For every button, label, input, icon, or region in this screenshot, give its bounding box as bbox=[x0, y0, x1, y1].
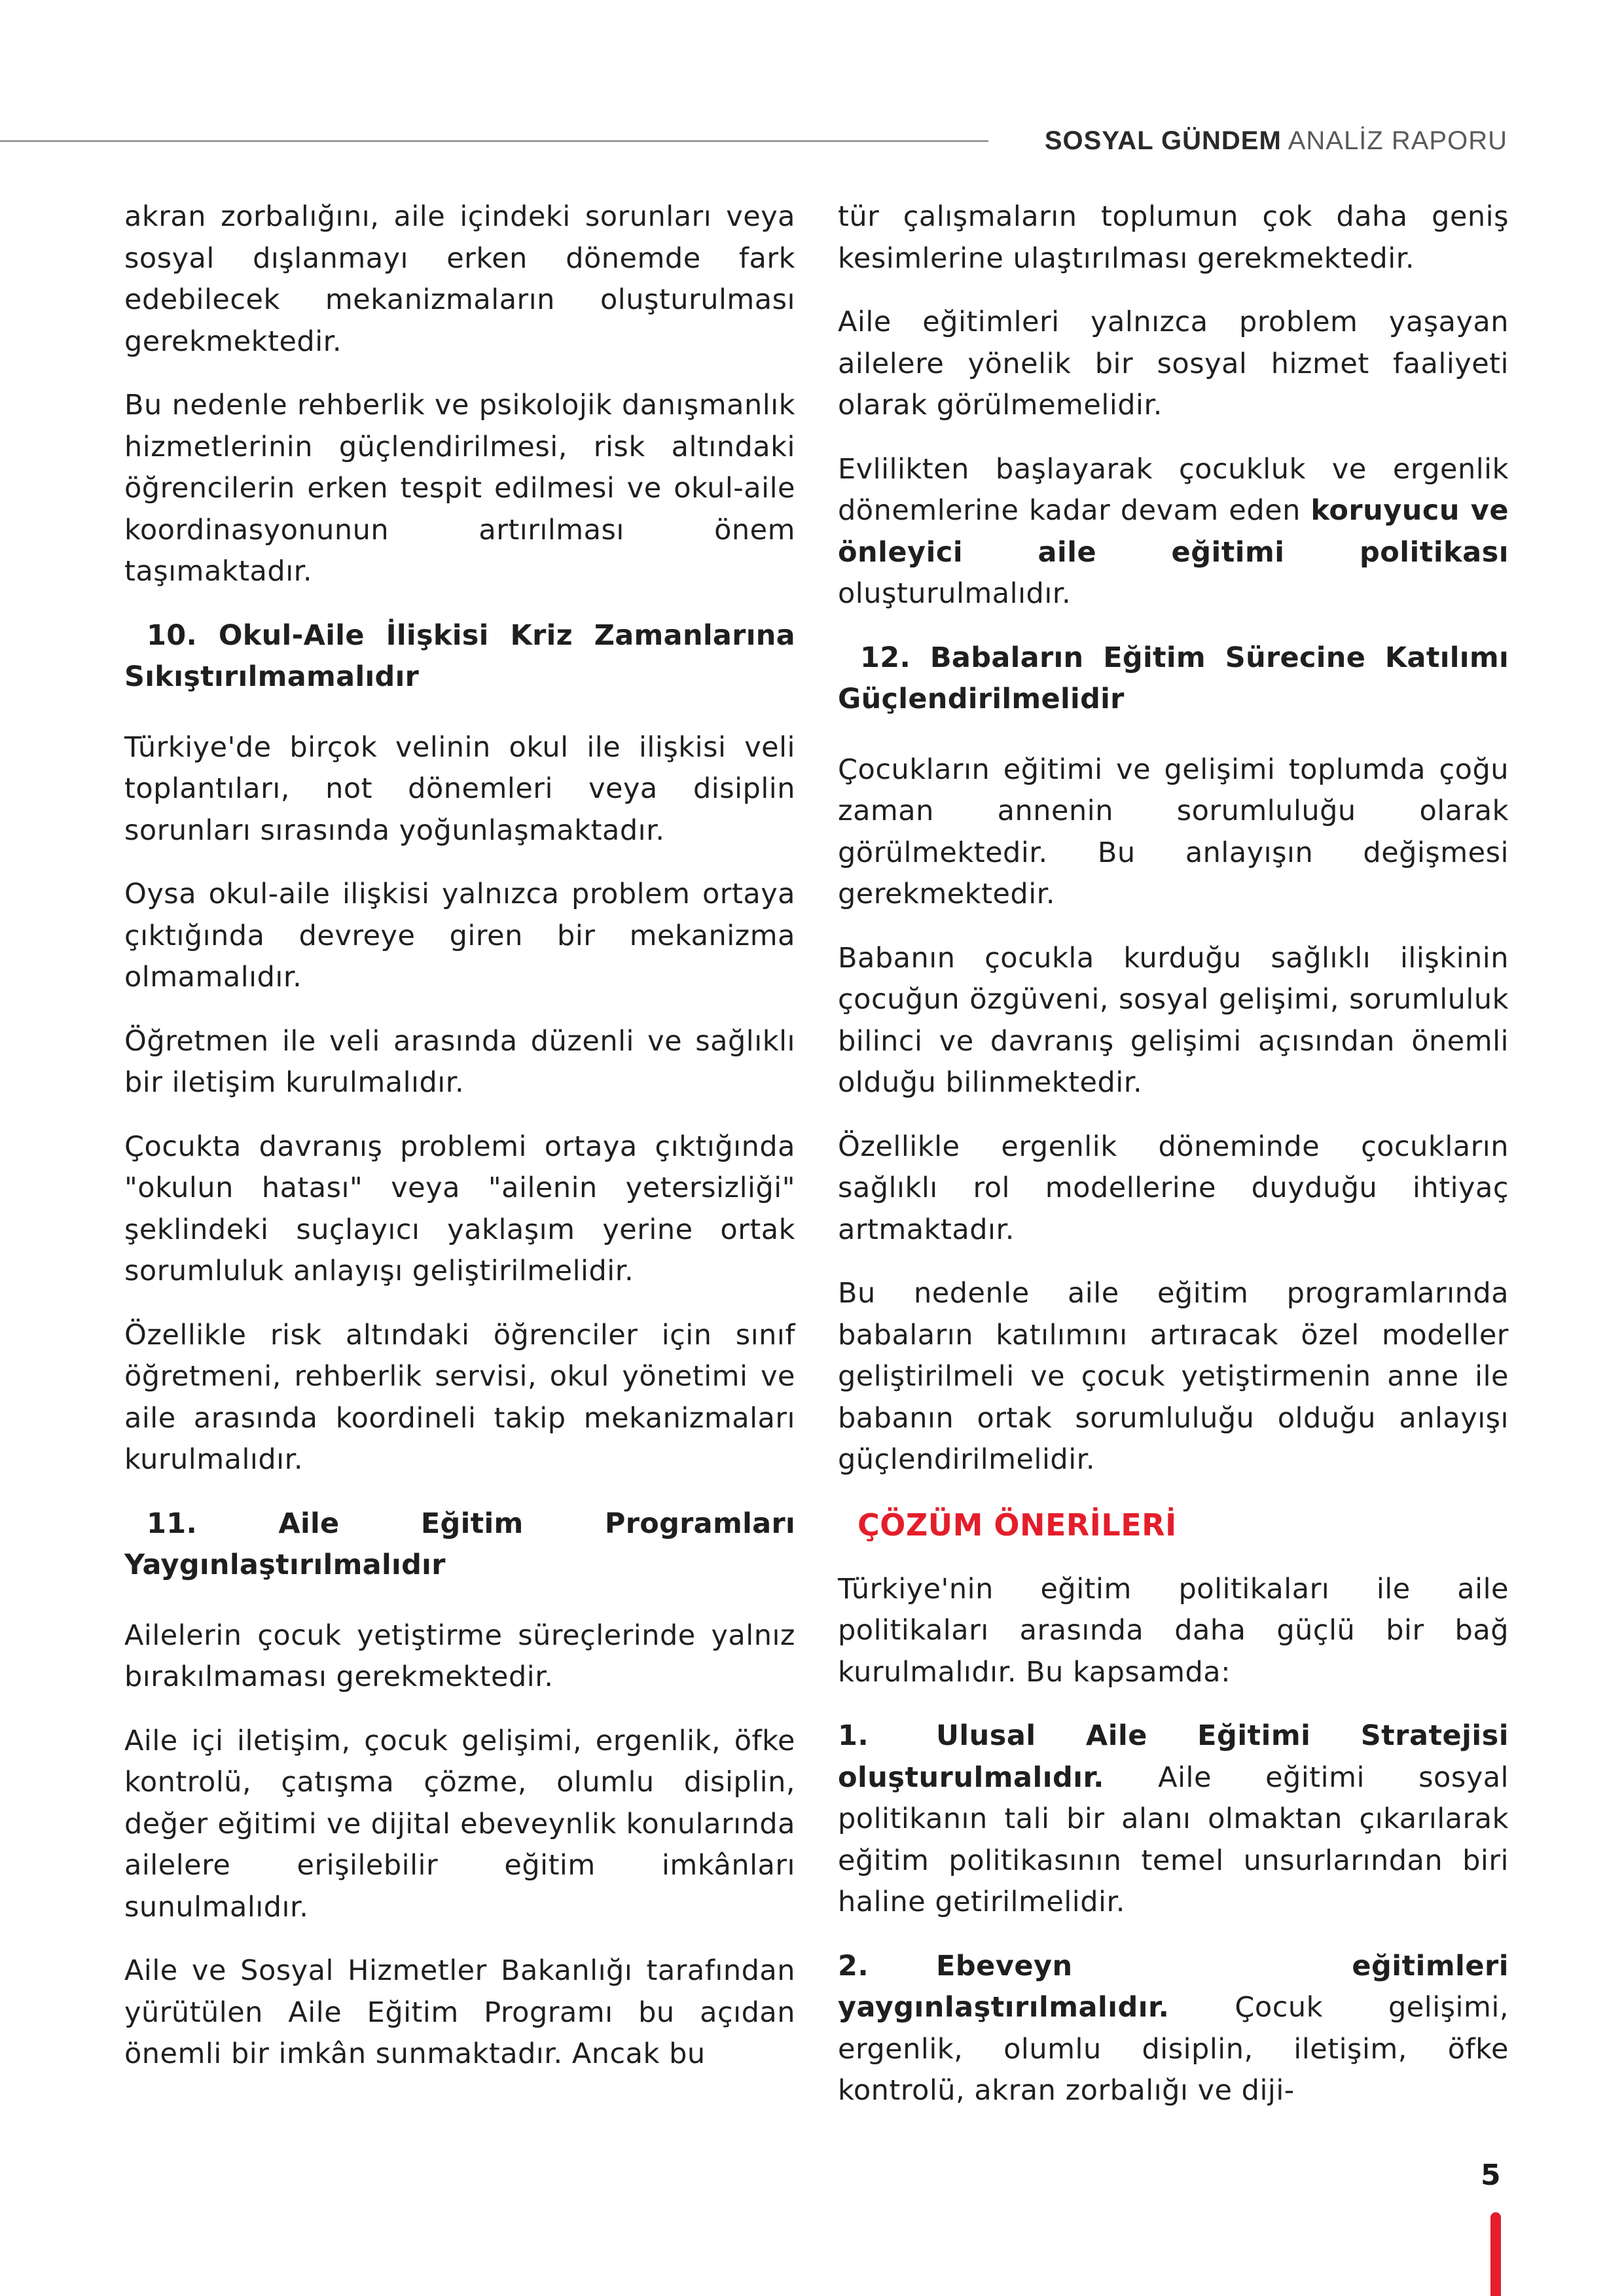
paragraph: Öğretmen ile veli arasında düzenli ve sağlıklı bir iletişim kurulmalıdır. bbox=[124, 1024, 795, 1099]
list-item-text: Çocuk gelişimi, ergenlik, olumlu disiplin, iletişim, öfke kontrolü, akran zorbalığı ve diji- bbox=[838, 1991, 1509, 2107]
accent-tab bbox=[1490, 2212, 1501, 2296]
list-item bbox=[838, 1715, 1509, 1924]
header-title-light: ANALİZ RAPORU bbox=[1281, 126, 1507, 155]
paragraph: tür çalışmaların toplumun çok daha geniş kesimlerine ulaştırılması gerekmektedir. bbox=[838, 200, 1509, 275]
list-item-text: Aile eğitimi sosyal politikanın tali bir alanı olmaktan çıkarılarak eğitim politikasının temel unsurlarından biri haline getirilmelidir. bbox=[838, 1761, 1509, 1918]
paragraph: Aile ve Sosyal Hizmetler Bakanlığı tarafından yürütülen Aile Eğitim Programı bu açıdan önemli bir imkân sunmaktadır. Ancak bu bbox=[124, 1954, 795, 2070]
paragraph: Ailelerin çocuk yetiştirme süreçlerinde yalnız bırakılmaması gerekmektedir. bbox=[124, 1619, 795, 1693]
section-heading-10: 10. Okul-Aile İlişkisi Kriz Zamanlarına Sıkıştırılmamalıdır bbox=[124, 619, 795, 693]
header-title-bold: SOSYAL GÜNDEM bbox=[1044, 126, 1282, 155]
paragraph bbox=[838, 449, 1509, 615]
right-column bbox=[838, 196, 1509, 2134]
page-number: 5 bbox=[1481, 2159, 1501, 2192]
emphasized-text: koruyucu ve önleyici aile eğitimi politikası bbox=[838, 494, 1509, 569]
list-number: 1. bbox=[838, 1719, 869, 1752]
section-heading-12: 12. Babaların Eğitim Sürecine Katılımı Güçlendirilmelidir bbox=[838, 641, 1509, 715]
paragraph: Çocukların eğitimi ve gelişimi toplumda çoğu zaman annenin sorumluluğu olarak görülmektedir. Bu anlayışın değişmesi gerekmektedir. bbox=[838, 753, 1509, 910]
paragraph: Oysa okul-aile ilişkisi yalnızca problem ortaya çıktığında devreye giren bir mekanizma olmamalıdır. bbox=[124, 878, 795, 994]
paragraph: Bu nedenle aile eğitim programlarında babaların katılımını artıracak özel modeller geliştirilmeli ve çocuk yetiştirmenin anne ile babanın ortak sorumluluğu olduğu anlayışı güçlendirilmelidir. bbox=[838, 1277, 1509, 1476]
list-number: 2. bbox=[838, 1949, 869, 1982]
paragraph: Özellikle risk altındaki öğrenciler için sınıf öğretmeni, rehberlik servisi, okul yönetimi ve aile arasında koordineli takip mekanizmaları kurulmalıdır. bbox=[124, 1318, 795, 1476]
list-item-title: Ulusal Aile Eğitimi Stratejisi oluşturulmalıdır. bbox=[838, 1719, 1509, 1794]
paragraph-text: oluşturulmalıdır. bbox=[838, 577, 1072, 610]
paragraph: Babanın çocukla kurduğu sağlıklı ilişkinin çocuğun özgüveni, sosyal gelişimi, sorumluluk bilinci ve davranış gelişimi açısından önemli olduğu bilinmektedir. bbox=[838, 941, 1509, 1099]
left-column bbox=[124, 196, 795, 2098]
paragraph: Aile eğitimleri yalnızca problem yaşayan ailelere yönelik bir sosyal hizmet faaliyeti olarak görülmemelidir. bbox=[838, 306, 1509, 422]
list-item-title: Ebeveyn eğitimleri yaygınlaştırılmalıdır. bbox=[838, 1949, 1509, 2024]
paragraph: akran zorbalığını, aile içindeki sorunları veya sosyal dışlanmayı erken dönemde fark edebilecek mekanizmaların oluşturulması gerekmektedir. bbox=[124, 200, 795, 358]
report-header bbox=[1045, 126, 1507, 156]
list-item bbox=[838, 1946, 1509, 2112]
paragraph: Çocukta davranış problemi ortaya çıktığında "okulun hatası" veya "ailenin yetersizliği" şeklindeki suçlayıcı yaklaşım yerine ortak sorumluluk anlayışı geliştirilmelidir. bbox=[124, 1130, 795, 1287]
paragraph: Bu nedenle rehberlik ve psikolojik danışmanlık hizmetlerinin güçlendirilmesi, risk altındaki öğrencilerin erken tespit edilmesi ve okul-aile koordinasyonunun artırılması önem taşımaktadır. bbox=[124, 389, 795, 588]
solutions-section-title: ÇÖZÜM ÖNERİLERİ bbox=[857, 1507, 1177, 1543]
paragraph: Türkiye'nin eğitim politikaları ile aile politikaları arasında daha güçlü bir bağ kurulmalıdır. Bu kapsamda: bbox=[838, 1572, 1509, 1689]
header-rule bbox=[0, 140, 988, 142]
paragraph: Özellikle ergenlik döneminde çocukların sağlıklı rol modellerine duyduğu ihtiyaç artmaktadır. bbox=[838, 1130, 1509, 1246]
section-heading-11: 11. Aile Eğitim Programları Yaygınlaştırılmalıdır bbox=[124, 1507, 795, 1581]
paragraph-text: Evlilikten başlayarak çocukluk ve ergenlik dönemlerine kadar devam eden bbox=[838, 452, 1509, 527]
paragraph: Aile içi iletişim, çocuk gelişimi, ergenlik, öfke kontrolü, çatışma çözme, olumlu disiplin, değer eğitimi ve dijital ebeveynlik konularında ailelere erişilebilir eğitim imkânları sunulmalıdır. bbox=[124, 1724, 795, 1924]
paragraph: Türkiye'de birçok velinin okul ile ilişkisi veli toplantıları, not dönemleri veya disiplin sorunları sırasında yoğunlaşmaktadır. bbox=[124, 730, 795, 847]
